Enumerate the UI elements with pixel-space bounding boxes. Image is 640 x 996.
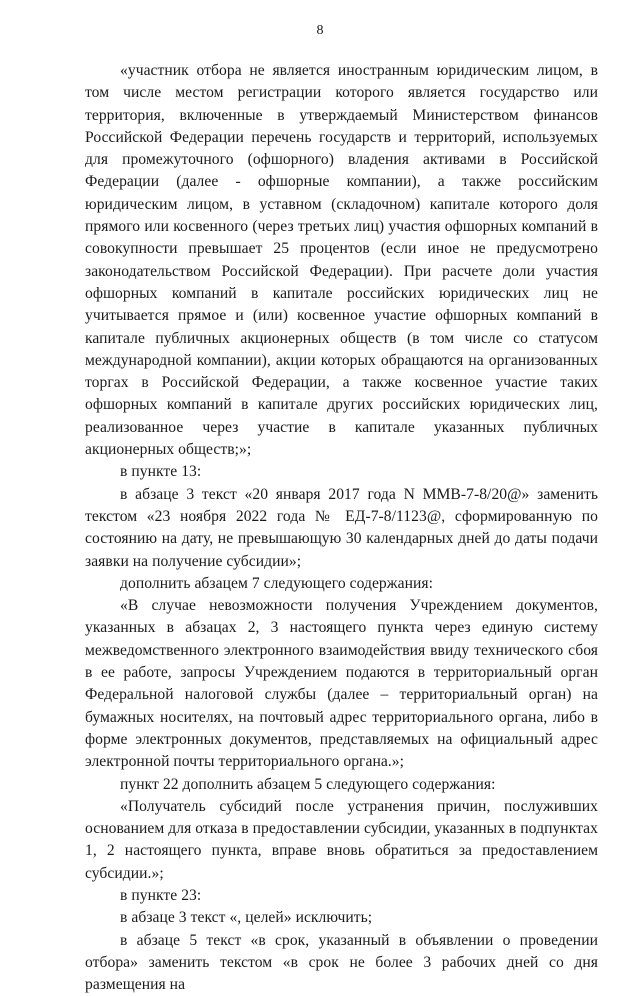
paragraph-add-abzac-7: дополнить абзацем 7 следующего содержания: [120, 574, 433, 592]
document-body [85, 60, 598, 996]
paragraph-abzac-7-text: «В случае невозможности получения Учреждением документов, указанных в абзацах 2, 3 настоящего пункта через единую систему межведомственного электронного взаимодействия ввиду технического сбоя в ее работе, запросы Учреждением подаются в территориальный орган Федеральной налоговой службы (далее – территориальный орган) на бумажных носителях, на почтовый адрес территориального органа, либо в форме электронных документов, представляемых на официальный адрес электронной почты территориального органа.»; [85, 597, 598, 771]
page-number: 8 [316, 23, 324, 38]
paragraph-point-22-addition: пункт 22 дополнить абзацем 5 следующего содержания: [120, 775, 496, 793]
paragraph-point-13-heading: в пункте 13: [120, 463, 202, 481]
paragraph-point-23-abzac-5: в абзаце 5 текст «в срок, указанный в объявлении о проведении отбора» заменить текстом «в срок не более 3 рабочих дней со дня размещения на [85, 931, 598, 994]
paragraph-point-23-heading: в пункте 23: [120, 886, 202, 904]
paragraph-point-13-abzac-3: в абзаце 3 текст «20 января 2017 года N ММВ-7-8/20@» заменить текстом «23 ноября 2022 года № ЕД-7-8/1123@, сформированную по состоянию на дату, не превышающую 30 календарных дней до даты подачи заявки на получение субсидии»; [85, 485, 598, 570]
paragraph-offshore-criterion: «участник отбора не является иностранным юридическим лицом, в том числе местом регистрации которого является государство или территория, включенные в утверждаемый Министерством финансов Российской Федерации перечень государств и территорий, используемых для промежуточного (офшорного) владения активами в Российской Федерации (далее - офшорные компании), а также российским юридическим лицом, в уставном (складочном) капитале которого доля прямого или косвенного (через третьих лиц) участия офшорных компаний в совокупности превышает 25 процентов (если иное не предусмотрено законодательством Российской Федерации). При расчете доли участия офшорных компаний в капитале российских юридических лиц не учитывается прямое и (или) косвенное участие офшорных компаний в капитале публичных акционерных обществ (в том числе со статусом международной компании), акции которых обращаются на организованных торгах в Российской Федерации, а также косвенное участие таких офшорных компаний в капитале других российских юридических лиц, реализованное через участие в капитале указанных публичных акционерных обществ;»; [85, 62, 598, 459]
paragraph-point-22-abzac-5-text: «Получатель субсидий после устранения причин, послуживших основанием для отказа в предоставлении субсидии, указанных в подпунктах 1, 2 настоящего пункта, вправе вновь обратиться за предоставлением субсидии.»; [85, 797, 598, 882]
paragraph-point-23-abzac-3: в абзаце 3 текст «, целей» исключить; [120, 909, 373, 927]
